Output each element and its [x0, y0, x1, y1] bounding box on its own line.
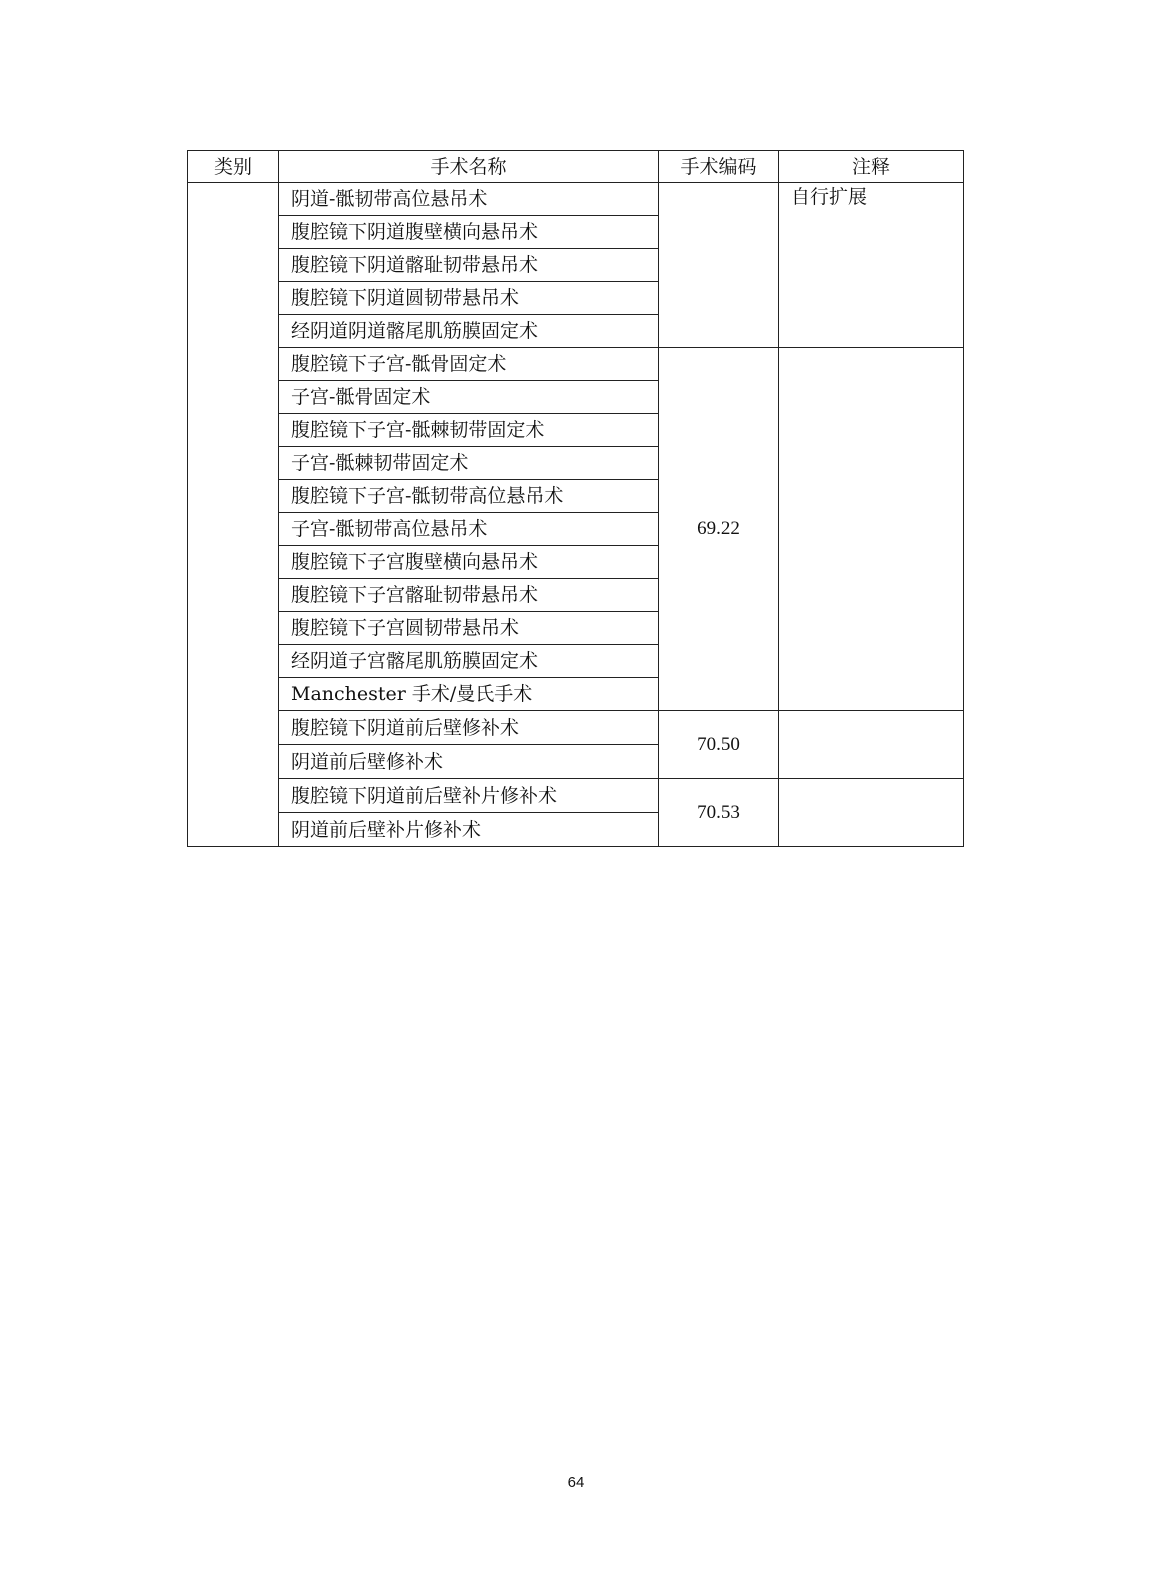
table-body	[188, 183, 964, 847]
procedure-name-cell: 腹腔镜下子宫圆韧带悬吊术	[279, 612, 659, 645]
procedure-name-cell: 腹腔镜下阴道前后壁补片修补术	[279, 779, 659, 813]
procedure-table	[187, 150, 964, 847]
procedure-name-cell: 阴道前后壁补片修补术	[279, 813, 659, 847]
note-cell	[779, 711, 964, 779]
header-procedure-code: 手术编码	[659, 151, 779, 183]
note-cell	[779, 348, 964, 711]
table-row	[188, 779, 964, 813]
procedure-name-cell: 阴道-骶韧带高位悬吊术	[279, 183, 659, 216]
table-header-row	[188, 151, 964, 183]
procedure-name-cell: 子宫-骶棘韧带固定术	[279, 447, 659, 480]
table-row	[188, 183, 964, 216]
header-procedure-name: 手术名称	[279, 151, 659, 183]
header-category: 类别	[188, 151, 279, 183]
procedure-code-cell: 70.53	[659, 779, 779, 847]
procedure-name-cell: Manchester 手术/曼氏手术	[279, 678, 659, 711]
procedure-code-cell: 70.50	[659, 711, 779, 779]
procedure-code-cell	[659, 183, 779, 348]
procedure-code-cell: 69.22	[659, 348, 779, 711]
procedure-name-cell: 腹腔镜下阴道腹壁横向悬吊术	[279, 216, 659, 249]
procedure-name-cell: 腹腔镜下子宫-骶韧带高位悬吊术	[279, 480, 659, 513]
category-cell	[188, 183, 279, 847]
note-cell	[779, 779, 964, 847]
procedure-name-cell: 腹腔镜下子宫髂耻韧带悬吊术	[279, 579, 659, 612]
procedure-name-cell: 腹腔镜下子宫-骶棘韧带固定术	[279, 414, 659, 447]
procedure-name-cell: 经阴道阴道髂尾肌筋膜固定术	[279, 315, 659, 348]
page-number: 64	[567, 1474, 585, 1491]
table-row	[188, 711, 964, 745]
procedure-name-cell: 子宫-骶韧带高位悬吊术	[279, 513, 659, 546]
procedure-name-cell: 腹腔镜下子宫-骶骨固定术	[279, 348, 659, 381]
note-cell: 自行扩展	[779, 183, 964, 348]
table-row	[188, 348, 964, 381]
header-note: 注释	[779, 151, 964, 183]
procedure-name-cell: 腹腔镜下子宫腹壁横向悬吊术	[279, 546, 659, 579]
procedure-name-cell: 腹腔镜下阴道髂耻韧带悬吊术	[279, 249, 659, 282]
procedure-name-cell: 阴道前后壁修补术	[279, 745, 659, 779]
procedure-name-cell: 子宫-骶骨固定术	[279, 381, 659, 414]
procedure-name-cell: 腹腔镜下阴道前后壁修补术	[279, 711, 659, 745]
procedure-name-cell: 腹腔镜下阴道圆韧带悬吊术	[279, 282, 659, 315]
procedure-name-cell: 经阴道子宫髂尾肌筋膜固定术	[279, 645, 659, 678]
